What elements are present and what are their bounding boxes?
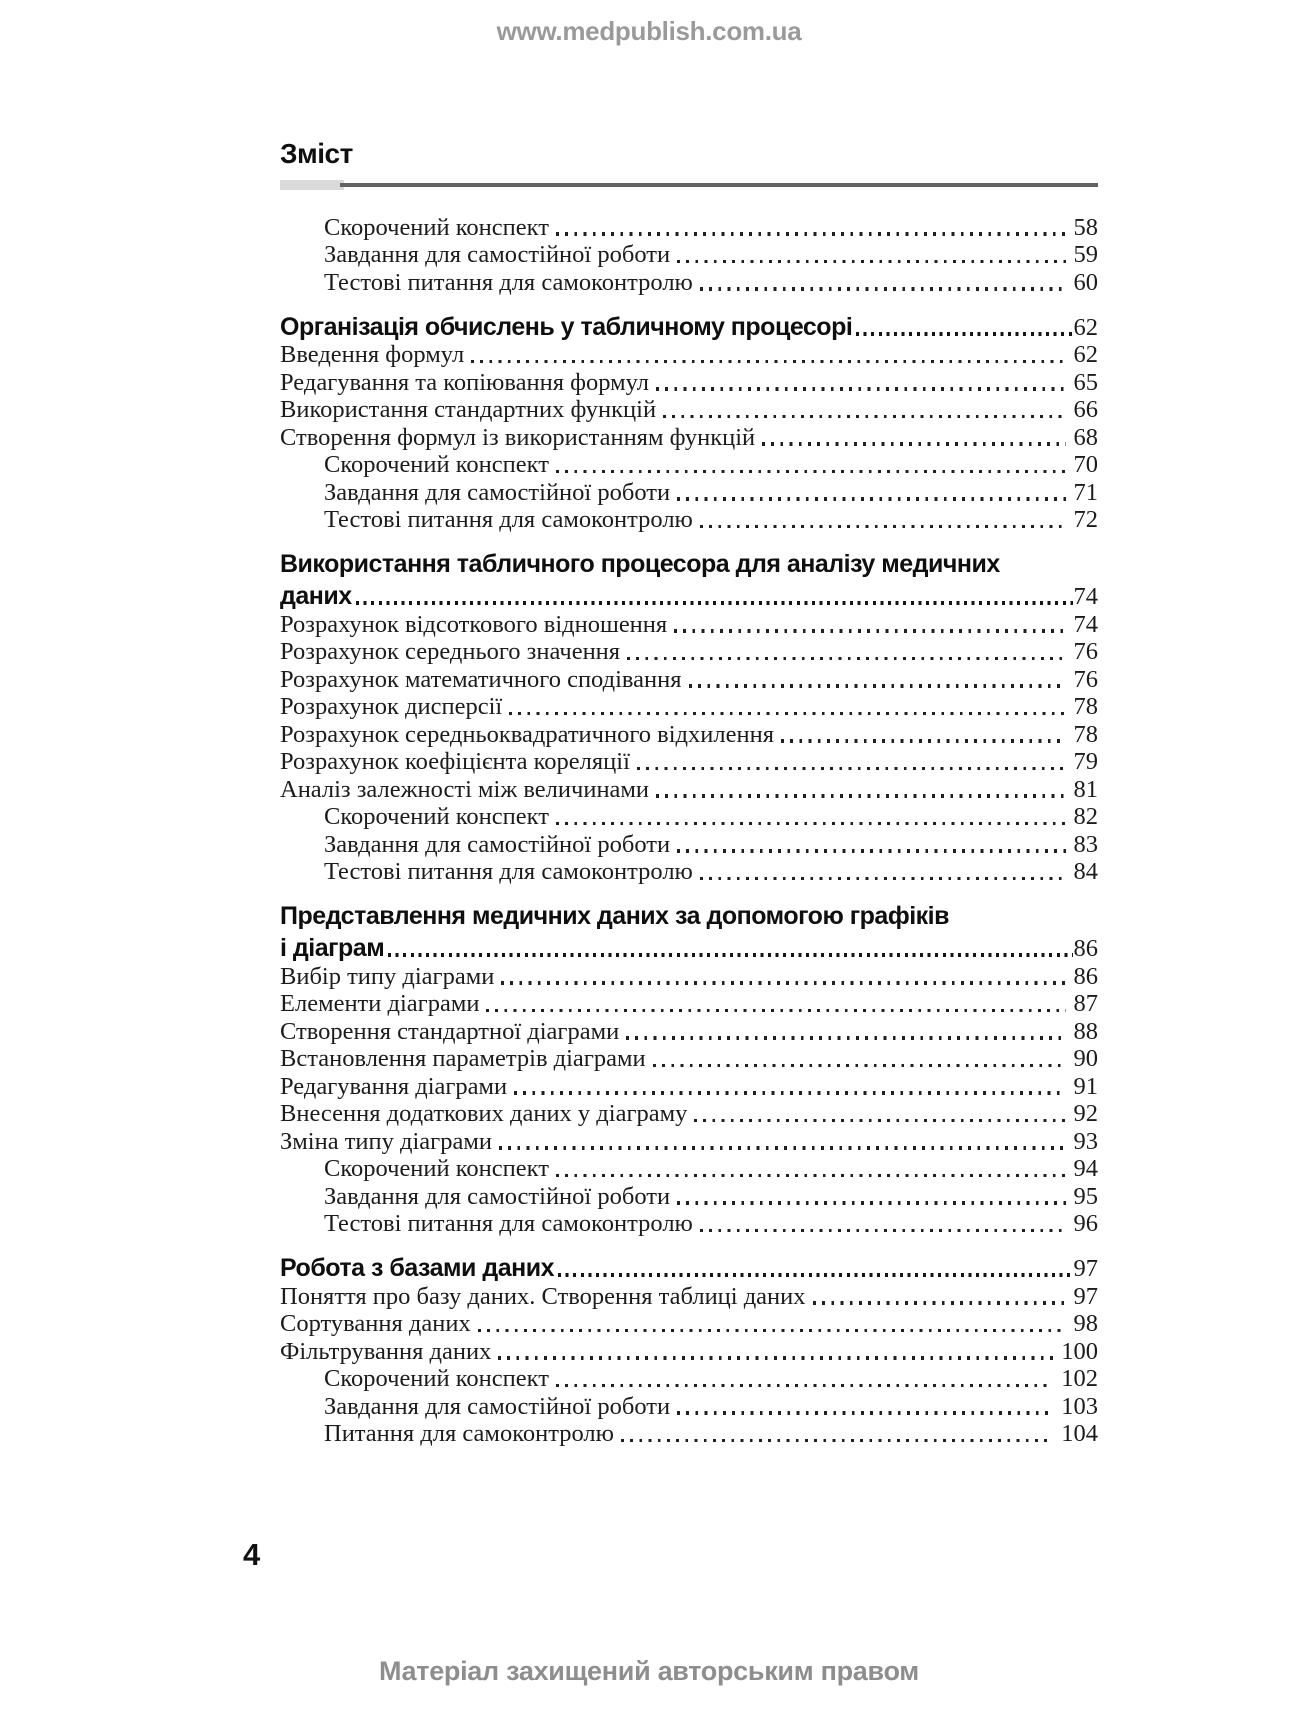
- toc-entry: [280, 1127, 1098, 1155]
- toc-page-number: 95: [1073, 1182, 1098, 1210]
- toc-entry-label: Редагування та копіювання формул: [280, 368, 650, 396]
- toc-section-heading: [280, 578, 1098, 610]
- page-number: 4: [243, 1537, 261, 1572]
- toc-entry: [280, 1420, 1098, 1448]
- dot-leader: [700, 287, 1066, 290]
- toc-page-number: 62: [1073, 313, 1098, 341]
- dot-leader: [677, 1411, 1053, 1414]
- dot-leader: [558, 1273, 1073, 1277]
- toc-entry: [280, 341, 1098, 369]
- toc-page-number: 58: [1073, 213, 1098, 241]
- toc-entry: [280, 1072, 1098, 1100]
- toc-column: [280, 138, 1098, 1447]
- dot-leader: [626, 1036, 1065, 1039]
- toc-page-number: 79: [1073, 748, 1098, 775]
- toc-entry: [280, 1045, 1098, 1073]
- toc-entry: [280, 268, 1098, 296]
- toc-entry: [280, 990, 1098, 1018]
- toc-page-number: 97: [1073, 1282, 1098, 1310]
- toc-entry-label: Розрахунок математичного сподівання: [280, 665, 682, 693]
- dot-leader: [637, 767, 1066, 770]
- toc-section-heading: [280, 546, 1098, 578]
- toc-entry: [280, 962, 1098, 990]
- dot-leader: [627, 657, 1065, 660]
- toc-entry: [280, 1210, 1098, 1238]
- toc-page-number: 90: [1073, 1045, 1098, 1072]
- toc-page-number: 83: [1073, 830, 1098, 858]
- dot-leader: [509, 712, 1065, 715]
- toc-page-number: 59: [1073, 241, 1098, 268]
- dot-leader: [762, 442, 1065, 445]
- toc-entry: [280, 478, 1098, 506]
- toc-entry-label: Скорочений конспект: [324, 1365, 549, 1392]
- toc-page-number: 94: [1073, 1155, 1098, 1182]
- toc-page-number: 104: [1061, 1420, 1098, 1447]
- toc-entry: [280, 368, 1098, 396]
- toc-entry-label: Аналіз залежності між величинами: [280, 775, 650, 803]
- toc-page-number: 81: [1073, 775, 1098, 803]
- dot-leader: [674, 629, 1065, 632]
- dot-leader: [656, 387, 1065, 390]
- toc-entry-label: Розрахунок коефіцієнта кореляції: [280, 748, 630, 775]
- toc-entry-label: Робота з базами даних: [280, 1254, 554, 1282]
- dot-leader: [663, 415, 1065, 418]
- toc-entry: [280, 1392, 1098, 1420]
- toc-entry-label: Використання стандартних функцій: [280, 396, 657, 423]
- toc-entry: [280, 1155, 1098, 1183]
- toc-entry: [280, 610, 1098, 638]
- toc-entry-label: Розрахунок дисперсії: [280, 693, 503, 720]
- toc-entry: [280, 720, 1098, 748]
- toc-entry-label: Вибір типу діаграми: [280, 962, 495, 990]
- toc-entry-label: Питання для самоконтролю: [324, 1420, 614, 1447]
- toc-section-heading: [280, 1250, 1098, 1282]
- toc-entry-label: Редагування діаграми: [280, 1072, 508, 1100]
- dot-leader: [621, 1439, 1053, 1442]
- toc-list: [280, 213, 1098, 1447]
- toc-entry-label: Скорочений конспект: [324, 803, 549, 830]
- toc-page-number: 68: [1073, 423, 1098, 451]
- toc-entry: [280, 1100, 1098, 1128]
- dot-leader: [677, 849, 1065, 852]
- page-title: Зміст: [280, 138, 353, 169]
- toc-entry-label: Завдання для самостійної роботи: [324, 830, 671, 858]
- title-divider: [280, 179, 1098, 191]
- toc-page-number: 66: [1073, 396, 1098, 423]
- toc-entry: [280, 1182, 1098, 1210]
- dot-leader: [813, 1301, 1066, 1304]
- toc-entry-label: Встановлення параметрів діаграми: [280, 1045, 646, 1072]
- toc-page-number: 92: [1073, 1100, 1098, 1127]
- toc-entry: [280, 396, 1098, 424]
- toc-entry-label: Завдання для самостійної роботи: [324, 241, 671, 268]
- toc-page-number: 84: [1073, 858, 1098, 885]
- toc-entry-label: Використання табличного процесора для аналізу медичних: [280, 550, 1000, 578]
- toc-page-number: 76: [1073, 638, 1098, 665]
- dot-leader: [677, 260, 1065, 263]
- toc-page-number: 74: [1073, 610, 1098, 638]
- dot-leader: [514, 1091, 1065, 1094]
- toc-section-heading: [280, 930, 1098, 962]
- toc-entry-label: Скорочений конспект: [324, 451, 549, 478]
- toc-entry: [280, 638, 1098, 666]
- toc-entry: [280, 506, 1098, 534]
- toc-entry: [280, 803, 1098, 831]
- copyright-notice: Матеріал захищений авторським правом: [379, 1656, 919, 1686]
- toc-entry-label: Створення стандартної діаграми: [280, 1017, 620, 1045]
- toc-page-number: 70: [1073, 451, 1098, 478]
- dot-leader: [781, 739, 1066, 742]
- toc-section-heading: [280, 309, 1098, 341]
- dot-leader: [556, 232, 1066, 235]
- toc-entry: [280, 748, 1098, 776]
- toc-entry-label: Фільтрування даних: [280, 1337, 492, 1365]
- toc-entry-label: Поняття про базу даних. Створення таблиці даних: [280, 1282, 806, 1310]
- dot-leader: [486, 1009, 1065, 1012]
- toc-entry-label: Скорочений конспект: [324, 1155, 549, 1182]
- toc-page-number: 87: [1073, 990, 1098, 1017]
- dot-leader: [700, 1229, 1066, 1232]
- dot-leader: [498, 1356, 1053, 1359]
- toc-page-number: 98: [1073, 1310, 1098, 1337]
- divider-cap: [280, 180, 344, 190]
- toc-page-number: 76: [1073, 665, 1098, 693]
- toc-page-number: 60: [1073, 268, 1098, 296]
- toc-entry-label: Тестові питання для самоконтролю: [324, 268, 693, 296]
- dot-leader: [499, 1146, 1066, 1149]
- toc-entry: [280, 693, 1098, 721]
- dot-leader: [356, 601, 1073, 605]
- toc-page-number: 103: [1061, 1392, 1098, 1420]
- toc-page-number: 96: [1073, 1210, 1098, 1237]
- toc-entry: [280, 1365, 1098, 1393]
- toc-entry: [280, 1017, 1098, 1045]
- toc-page-number: 71: [1073, 478, 1098, 506]
- toc-page-number: 72: [1073, 506, 1098, 533]
- dot-leader: [556, 822, 1066, 825]
- dot-leader: [656, 794, 1065, 797]
- toc-page-number: 100: [1061, 1337, 1098, 1365]
- toc-entry-label: Внесення додаткових даних у діаграму: [280, 1100, 688, 1127]
- toc-page-number: 102: [1061, 1365, 1098, 1392]
- toc-page-number: 82: [1073, 803, 1098, 830]
- dot-leader: [677, 1201, 1065, 1204]
- dot-leader: [700, 525, 1066, 528]
- toc-page-number: 93: [1073, 1127, 1098, 1155]
- toc-page-number: 86: [1073, 935, 1098, 962]
- toc-entry-label: Елементи діаграми: [280, 990, 480, 1017]
- toc-entry-label: Створення формул із використанням функцій: [280, 423, 756, 451]
- toc-entry-label: Тестові питання для самоконтролю: [324, 858, 693, 885]
- dot-leader: [556, 1174, 1066, 1177]
- toc-entry: [280, 775, 1098, 803]
- dot-leader: [501, 981, 1065, 984]
- toc-entry-label: Скорочений конспект: [324, 213, 549, 241]
- toc-entry-label: Розрахунок відсоткового відношення: [280, 610, 668, 638]
- toc-page-number: 78: [1073, 720, 1098, 748]
- toc-page-number: 62: [1073, 341, 1098, 368]
- toc-page-number: 86: [1073, 962, 1098, 990]
- toc-page-number: 78: [1073, 693, 1098, 720]
- toc-entry-label: Організація обчислень у табличному процесорі: [280, 312, 853, 341]
- dot-leader: [388, 953, 1072, 957]
- toc-entry-label: і діаграм: [280, 934, 385, 962]
- toc-entry-label: Розрахунок середньоквадратичного відхилення: [280, 720, 774, 748]
- toc-entry: [280, 423, 1098, 451]
- toc-entry: [280, 241, 1098, 269]
- toc-entry-label: даних: [280, 582, 352, 610]
- dot-leader: [478, 1329, 1066, 1332]
- dot-leader: [653, 1064, 1066, 1067]
- toc-page-number: 74: [1073, 583, 1098, 610]
- toc-entry: [280, 1282, 1098, 1310]
- dot-leader: [694, 1119, 1065, 1122]
- toc-entry: [280, 1310, 1098, 1338]
- toc-page-number: 65: [1073, 368, 1098, 396]
- toc-entry: [280, 1337, 1098, 1365]
- dot-leader: [471, 360, 1065, 363]
- dot-leader: [677, 497, 1065, 500]
- divider-line: [340, 183, 1098, 187]
- toc-entry: [280, 858, 1098, 886]
- publisher-url: www.medpublish.com.ua: [496, 16, 802, 46]
- toc-page-number: 97: [1073, 1255, 1098, 1282]
- toc-entry-label: Введення формул: [280, 341, 465, 368]
- toc-entry: [280, 665, 1098, 693]
- dot-leader: [700, 877, 1066, 880]
- toc-entry: [280, 213, 1098, 241]
- dot-leader: [556, 1384, 1053, 1387]
- toc-entry-label: Тестові питання для самоконтролю: [324, 506, 693, 533]
- dot-leader: [556, 470, 1066, 473]
- toc-entry-label: Сортування даних: [280, 1310, 471, 1337]
- toc-entry-label: Завдання для самостійної роботи: [324, 1182, 671, 1210]
- toc-page-number: 91: [1073, 1072, 1098, 1100]
- toc-page-number: 88: [1073, 1017, 1098, 1045]
- toc-entry: [280, 451, 1098, 479]
- toc-entry-label: Розрахунок середнього значення: [280, 638, 621, 665]
- toc-entry-label: Зміна типу діаграми: [280, 1127, 492, 1155]
- toc-section-heading: [280, 898, 1098, 930]
- toc-entry: [280, 830, 1098, 858]
- dot-leader: [856, 332, 1072, 336]
- toc-entry-label: Завдання для самостійної роботи: [324, 1392, 671, 1420]
- toc-entry-label: Завдання для самостійної роботи: [324, 478, 671, 506]
- toc-entry-label: Представлення медичних даних за допомогою графіків: [280, 902, 949, 930]
- dot-leader: [689, 684, 1066, 687]
- toc-entry-label: Тестові питання для самоконтролю: [324, 1210, 693, 1237]
